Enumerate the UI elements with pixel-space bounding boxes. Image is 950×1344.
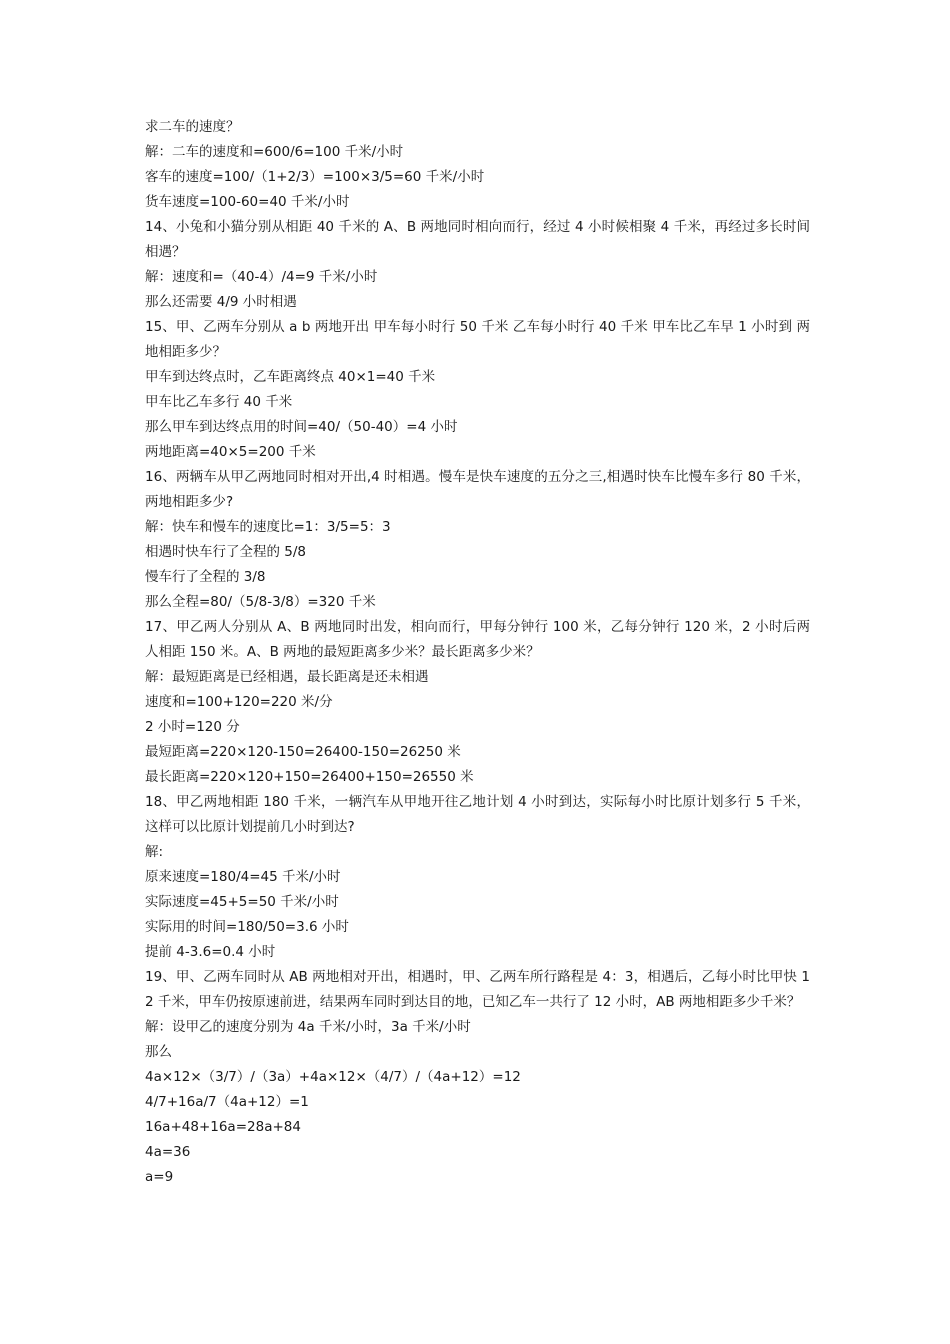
text-line: 速度和=100+120=220 米/分 [145,694,333,710]
text-line: a=9 [145,1169,174,1185]
text-line: 甲车到达终点时，乙车距离终点 40×1=40 千米 [145,369,436,385]
text-line: 解：最短距离是已经相遇，最长距离是还未相遇 [145,669,429,685]
text-line: 实际速度=45+5=50 千米/小时 [145,894,339,910]
text-line: 甲车比乙车多行 40 千米 [145,394,293,410]
text-line: 货车速度=100-60=40 千米/小时 [145,194,350,210]
text-line: 16a+48+16a=28a+84 [145,1119,301,1135]
text-line: 那么全程=80/（5/8-3/8）=320 千米 [145,594,376,610]
text-line: 2 小时=120 分 [145,719,240,735]
question-14: 14、小兔和小猫分别从相距 40 千米的 A、B 两地同时相向而行，经过 4 小时候相聚 4 千米，再经过多长时间相遇？ [145,219,810,260]
text-line: 实际用的时间=180/50=3.6 小时 [145,919,349,935]
question-16: 16、两辆车从甲乙两地同时相对开出,4 时相遇。慢车是快车速度的五分之三,相遇时快车比慢车多行 80 千米，两地相距多少? [145,469,810,510]
document-body [145,115,810,1190]
text-line: 4/7+16a/7（4a+12）=1 [145,1094,309,1110]
question-18: 18、甲乙两地相距 180 千米，一辆汽车从甲地开往乙地计划 4 小时到达，实际每小时比原计划多行 5 千米，这样可以比原计划提前几小时到达? [145,794,810,835]
text-line: 那么甲车到达终点用的时间=40/（50-40）=4 小时 [145,419,458,435]
text-line: 解: [145,844,164,860]
text-line: 4a=36 [145,1144,191,1160]
text-line: 相遇时快车行了全程的 5/8 [145,544,307,560]
question-15: 15、甲、乙两车分别从 a b 两地开出 甲车每小时行 50 千米 乙车每小时行 40 千米 甲车比乙车早 1 小时到 两地相距多少？ [145,319,810,360]
text-line: 最短距离=220×120-150=26400-150=26250 米 [145,744,461,760]
text-line: 解：设甲乙的速度分别为 4a 千米/小时，3a 千米/小时 [145,1019,471,1035]
text-line: 解：快车和慢车的速度比=1：3/5=5：3 [145,519,391,535]
text-line: 客车的速度=100/（1+2/3）=100×3/5=60 千米/小时 [145,169,485,185]
text-line: 解：二车的速度和=600/6=100 千米/小时 [145,144,404,160]
text-line: 那么还需要 4/9 小时相遇 [145,294,297,310]
text-line: 求二车的速度？ [145,119,240,135]
question-19: 19、甲、乙两车同时从 AB 两地相对开出，相遇时，甲、乙两车所行路程是 4：3，相遇后，乙每小时比甲快 12 千米，甲车仍按原速前进，结果两车同时到达目的地，已知乙车一共行了 12 小时，AB 两地相距多少千米？ [145,969,810,1010]
text-line: 解：速度和=（40-4）/4=9 千米/小时 [145,269,378,285]
text-line: 4a×12×（3/7）/（3a）+4a×12×（4/7）/（4a+12）=12 [145,1069,521,1085]
text-line: 慢车行了全程的 3/8 [145,569,266,585]
text-line: 提前 4-3.6=0.4 小时 [145,944,276,960]
text-line: 原来速度=180/4=45 千米/小时 [145,869,341,885]
text-line: 两地距离=40×5=200 千米 [145,444,316,460]
question-17: 17、甲乙两人分别从 A、B 两地同时出发，相向而行，甲每分钟行 100 米，乙每分钟行 120 米，2 小时后两人相距 150 米。A、B 两地的最短距离多少米？最长距离多少米？ [145,619,810,660]
text-line: 最长距离=220×120+150=26400+150=26550 米 [145,769,474,785]
text-line: 那么 [145,1044,172,1060]
